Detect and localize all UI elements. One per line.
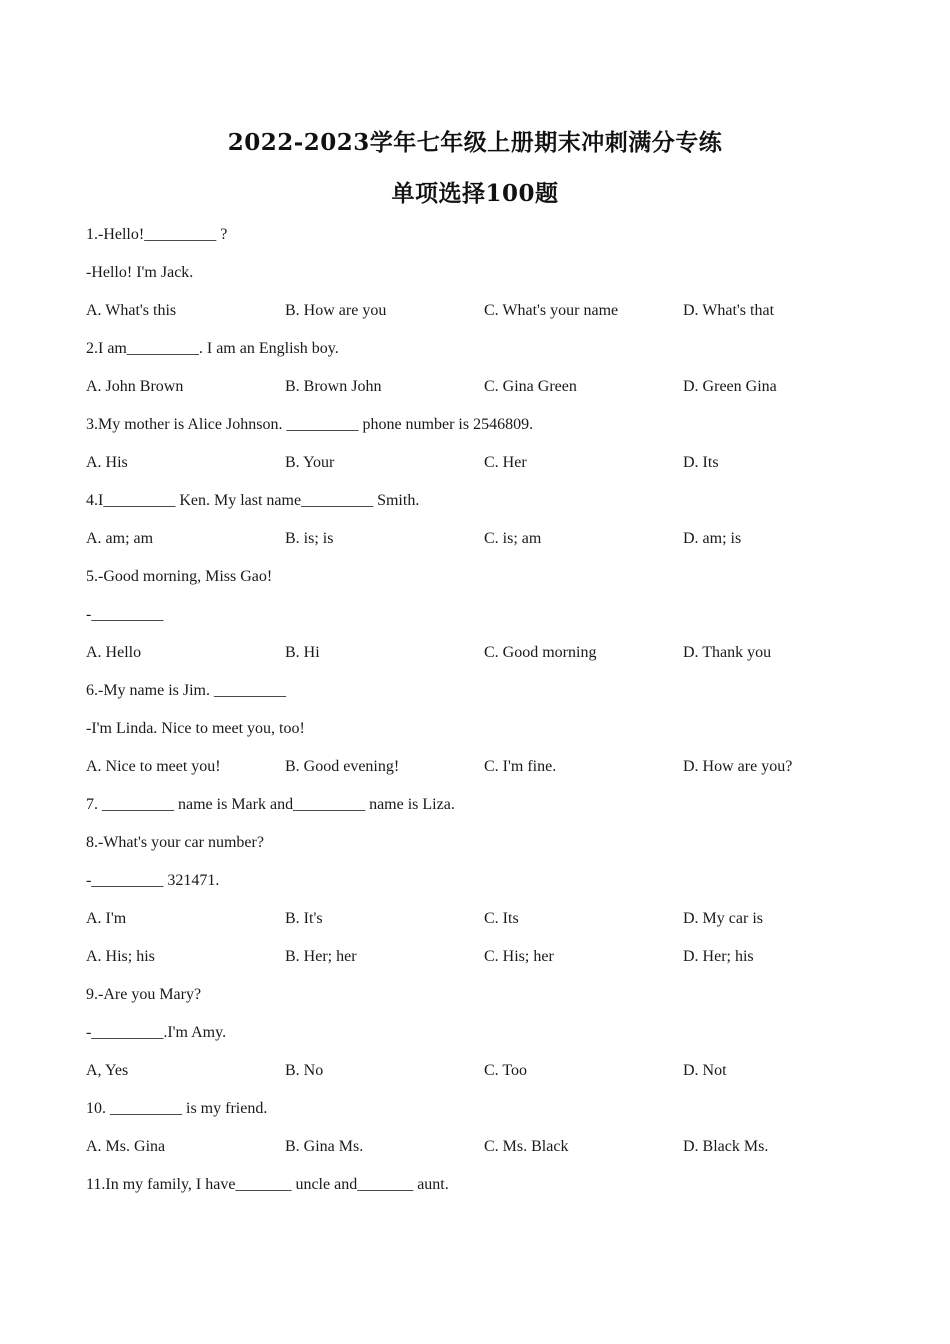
question-text: 4.I_________ Ken. My last name_________ Smith. xyxy=(86,492,420,509)
answer-option: B. No xyxy=(285,1062,324,1079)
answer-options xyxy=(86,1136,886,1174)
document-subtitle: 单项选择100题 xyxy=(391,180,559,207)
answer-options xyxy=(86,642,886,680)
answer-option: C. Gina Green xyxy=(484,378,577,395)
answer-option: A. Hello xyxy=(86,644,142,661)
answer-option: C. is; am xyxy=(484,530,542,547)
question-text: 3.My mother is Alice Johnson. _________ phone number is 2546809. xyxy=(86,416,534,433)
answer-option: D. Green Gina xyxy=(683,378,777,395)
question-text: 6.-My name is Jim. _________ xyxy=(86,682,286,699)
answer-option: A, Yes xyxy=(86,1062,129,1079)
answer-options xyxy=(86,528,886,566)
question-text: -_________ 321471. xyxy=(86,872,220,889)
question-list xyxy=(86,224,886,1212)
answer-options xyxy=(86,376,886,414)
question-text: -_________.I'm Amy. xyxy=(86,1024,227,1041)
answer-option: B. Her; her xyxy=(285,948,357,965)
question-text: 2.I am_________. I am an English boy. xyxy=(86,340,339,357)
answer-option: A. What's this xyxy=(86,302,177,319)
answer-option: B. It's xyxy=(285,910,323,927)
question-text: -I'm Linda. Nice to meet you, too! xyxy=(86,720,305,737)
answer-option: D. Her; his xyxy=(683,948,754,965)
answer-option: D. My car is xyxy=(683,910,763,927)
answer-option: D. Not xyxy=(683,1062,727,1079)
answer-option: A. His xyxy=(86,454,128,471)
answer-option: A. I'm xyxy=(86,910,127,927)
answer-option: C. Too xyxy=(484,1062,528,1079)
answer-options xyxy=(86,300,886,338)
answer-options xyxy=(86,1060,886,1098)
question-text: 1.-Hello!_________ ? xyxy=(86,226,228,243)
question-text: -Hello! I'm Jack. xyxy=(86,264,194,281)
answer-option: A. am; am xyxy=(86,530,154,547)
answer-option: A. Nice to meet you! xyxy=(86,758,221,775)
answer-option: B. is; is xyxy=(285,530,334,547)
question-text: 7. _________ name is Mark and_________ name is Liza. xyxy=(86,796,455,813)
answer-option: C. I'm fine. xyxy=(484,758,557,775)
question-text: -_________ xyxy=(86,606,164,623)
answer-option: D. Black Ms. xyxy=(683,1138,769,1155)
answer-option: B. Hi xyxy=(285,644,320,661)
answer-option: A. His; his xyxy=(86,948,155,965)
question-text: 9.-Are you Mary? xyxy=(86,986,202,1003)
answer-option: C. Its xyxy=(484,910,519,927)
question-text: 5.-Good morning, Miss Gao! xyxy=(86,568,273,585)
answer-option: D. Thank you xyxy=(683,644,772,661)
question-text: 8.-What's your car number? xyxy=(86,834,264,851)
answer-option: B. How are you xyxy=(285,302,387,319)
answer-options xyxy=(86,452,886,490)
answer-option: B. Brown John xyxy=(285,378,382,395)
answer-option: C. What's your name xyxy=(484,302,619,319)
answer-option: B. Gina Ms. xyxy=(285,1138,364,1155)
answer-option: B. Your xyxy=(285,454,335,471)
document-title: 2022-2023学年七年级上册期末冲刺满分专练 xyxy=(227,129,723,156)
answer-option: C. Ms. Black xyxy=(484,1138,569,1155)
answer-option: A. Ms. Gina xyxy=(86,1138,166,1155)
answer-option: D. Its xyxy=(683,454,719,471)
answer-option: D. How are you? xyxy=(683,758,793,775)
answer-option: C. His; her xyxy=(484,948,554,965)
answer-option: D. am; is xyxy=(683,530,742,547)
answer-option: B. Good evening! xyxy=(285,758,400,775)
answer-options xyxy=(86,756,886,794)
answer-option: D. What's that xyxy=(683,302,775,319)
answer-options xyxy=(86,946,886,984)
answer-option: C. Good morning xyxy=(484,644,597,661)
answer-option: A. John Brown xyxy=(86,378,184,395)
question-text: 10. _________ is my friend. xyxy=(86,1100,268,1117)
answer-options xyxy=(86,908,886,946)
answer-option: C. Her xyxy=(484,454,527,471)
question-text: 11.In my family, I have_______ uncle and_______ aunt. xyxy=(86,1176,449,1193)
